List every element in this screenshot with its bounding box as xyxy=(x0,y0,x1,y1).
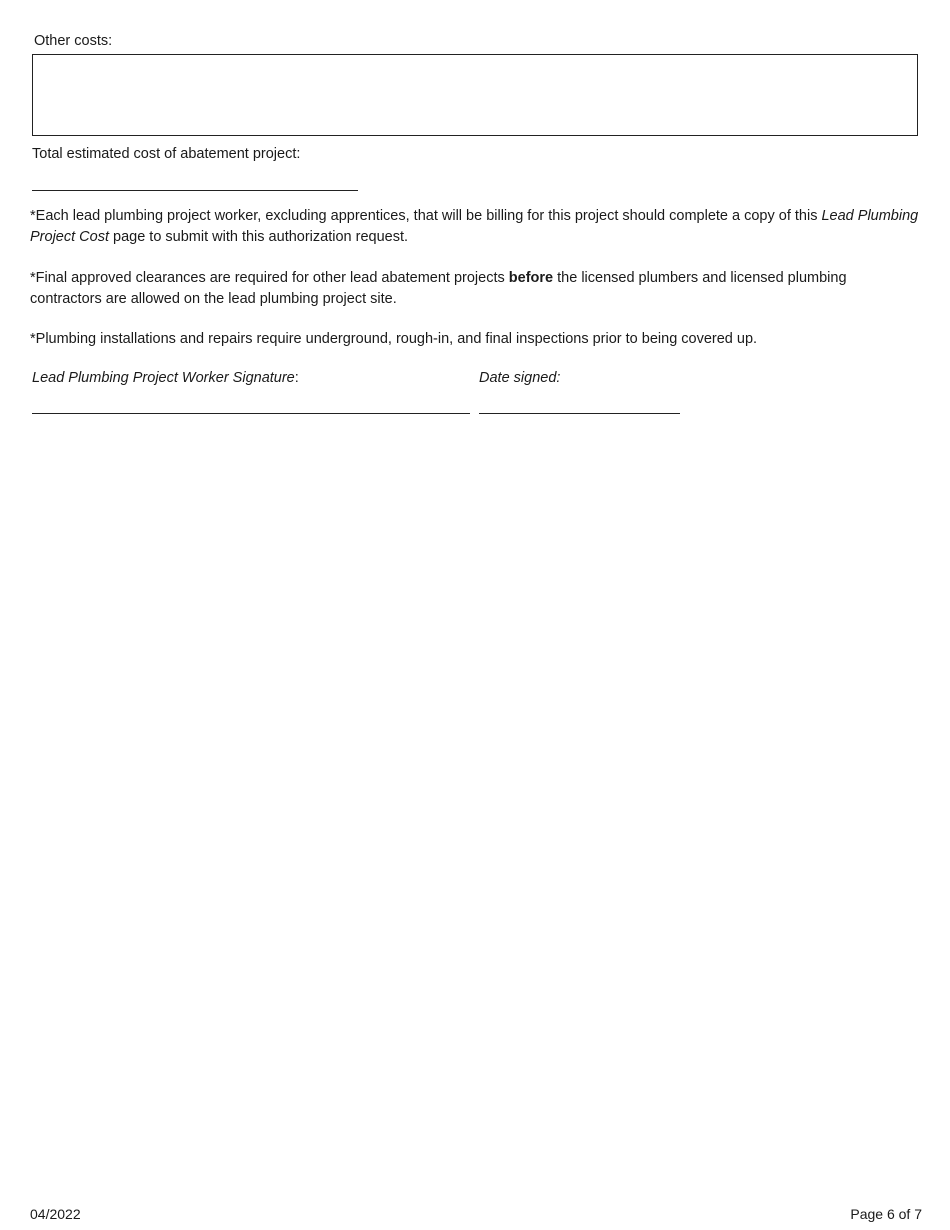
signature-field[interactable] xyxy=(32,413,470,414)
footer-revision-date: 04/2022 xyxy=(30,1206,81,1222)
note-clearances xyxy=(30,268,922,310)
note-inspections: *Plumbing installations and repairs require underground, rough-in, and final inspections prior to being covered up. xyxy=(30,331,758,347)
signature-label xyxy=(32,369,299,387)
total-cost-field[interactable] xyxy=(32,190,358,191)
note-clearances-text-start: *Final approved clearances are required for other lead abatement projects xyxy=(30,270,509,286)
footer-page-number: Page 6 of 7 xyxy=(850,1206,922,1222)
other-costs-field[interactable] xyxy=(32,54,918,136)
note-billing xyxy=(30,206,922,248)
note-billing-text-end: page to submit with this authorization request. xyxy=(108,229,409,245)
note-billing-form-name: Lead Plumbing Project Cost xyxy=(30,208,919,245)
date-signed-field[interactable] xyxy=(479,413,680,414)
total-cost-label: Total estimated cost of abatement project: xyxy=(32,146,301,162)
other-costs-label: Other costs: xyxy=(34,33,113,49)
signature-label-text: Lead Plumbing Project Worker Signature xyxy=(32,370,295,386)
note-clearances-emphasis: before xyxy=(508,270,554,286)
note-clearances-text-end: the licensed plumbers and licensed plumbing contractors are allowed on the lead plumbing project site. xyxy=(30,270,847,307)
note-billing-text-start: *Each lead plumbing project worker, excluding apprentices, that will be billing for this project should complete a copy of this xyxy=(30,208,822,224)
signature-label-colon: : xyxy=(294,370,299,386)
date-signed-label: Date signed: xyxy=(479,370,561,386)
